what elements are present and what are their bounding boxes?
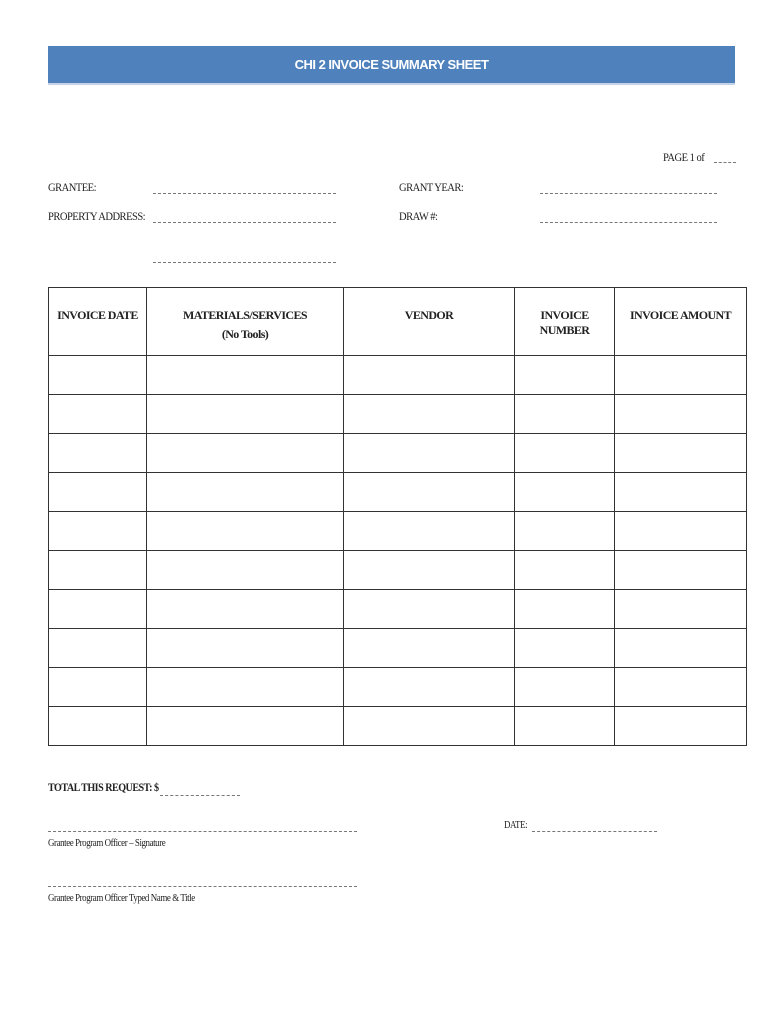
- cell-materials[interactable]: [147, 551, 344, 590]
- cell-vendor[interactable]: [344, 551, 515, 590]
- signature-caption: Grantee Program Officer – Signature: [48, 838, 166, 849]
- property-address-label: PROPERTY ADDRESS:: [48, 209, 146, 223]
- table-row: [49, 395, 747, 434]
- cell-invoice-date[interactable]: [49, 551, 147, 590]
- currency-symbol: $: [153, 782, 159, 794]
- grant-year-label: GRANT YEAR:: [399, 180, 464, 194]
- cell-materials[interactable]: [147, 395, 344, 434]
- cell-invoice-number[interactable]: [515, 434, 615, 473]
- column-subheader-no-tools: (No Tools): [221, 327, 269, 341]
- cell-vendor[interactable]: [344, 707, 515, 746]
- page-indicator: PAGE 1 of: [663, 150, 705, 164]
- typed-name-caption: Grantee Program Officer Typed Name & Title: [48, 893, 195, 904]
- column-header-vendor: VENDOR: [344, 288, 515, 356]
- cell-vendor[interactable]: [344, 395, 515, 434]
- page-total-field[interactable]: [714, 162, 736, 163]
- cell-invoice-date[interactable]: [49, 356, 147, 395]
- grant-year-field[interactable]: [540, 193, 717, 194]
- cell-invoice-number[interactable]: [515, 668, 615, 707]
- cell-materials[interactable]: [147, 629, 344, 668]
- page-title: CHI 2 INVOICE SUMMARY SHEET: [294, 57, 489, 72]
- cell-vendor[interactable]: [344, 629, 515, 668]
- cell-vendor[interactable]: [344, 356, 515, 395]
- total-request-label: TOTAL THIS REQUEST: $: [48, 782, 159, 794]
- date-field[interactable]: [532, 831, 657, 832]
- cell-invoice-number[interactable]: [515, 707, 615, 746]
- cell-vendor[interactable]: [344, 590, 515, 629]
- table-row: [49, 512, 747, 551]
- property-address-field-line2[interactable]: [153, 262, 336, 263]
- table-row: [49, 668, 747, 707]
- cell-invoice-number[interactable]: [515, 473, 615, 512]
- cell-invoice-date[interactable]: [49, 473, 147, 512]
- cell-invoice-amount[interactable]: [615, 707, 747, 746]
- cell-materials[interactable]: [147, 707, 344, 746]
- signature-field[interactable]: [48, 831, 357, 832]
- column-header-materials-services: MATERIALS/SERVICES (No Tools): [147, 288, 344, 356]
- table-row: [49, 629, 747, 668]
- cell-materials[interactable]: [147, 668, 344, 707]
- table-row: [49, 434, 747, 473]
- header-banner: [48, 46, 735, 85]
- draw-number-label: DRAW #:: [399, 209, 438, 223]
- cell-invoice-date[interactable]: [49, 629, 147, 668]
- cell-invoice-number[interactable]: [515, 356, 615, 395]
- cell-invoice-date[interactable]: [49, 512, 147, 551]
- grantee-field[interactable]: [153, 193, 336, 194]
- property-address-field[interactable]: [153, 222, 336, 223]
- cell-invoice-date[interactable]: [49, 434, 147, 473]
- cell-invoice-amount[interactable]: [615, 356, 747, 395]
- cell-materials[interactable]: [147, 512, 344, 551]
- typed-name-field[interactable]: [48, 886, 357, 887]
- cell-invoice-amount[interactable]: [615, 668, 747, 707]
- table-row: [49, 707, 747, 746]
- cell-materials[interactable]: [147, 473, 344, 512]
- cell-materials[interactable]: [147, 434, 344, 473]
- cell-invoice-date[interactable]: [49, 395, 147, 434]
- cell-invoice-amount[interactable]: [615, 551, 747, 590]
- cell-vendor[interactable]: [344, 668, 515, 707]
- cell-invoice-amount[interactable]: [615, 434, 747, 473]
- cell-invoice-amount[interactable]: [615, 512, 747, 551]
- grantee-label: GRANTEE:: [48, 180, 96, 194]
- cell-invoice-date[interactable]: [49, 668, 147, 707]
- cell-invoice-number[interactable]: [515, 629, 615, 668]
- cell-invoice-date[interactable]: [49, 707, 147, 746]
- table-row: [49, 356, 747, 395]
- table-row: [49, 590, 747, 629]
- cell-invoice-number[interactable]: [515, 512, 615, 551]
- table-header-row: [49, 288, 747, 356]
- cell-materials[interactable]: [147, 590, 344, 629]
- column-header-invoice-number: INVOICE NUMBER: [515, 288, 615, 356]
- date-label: DATE:: [504, 820, 528, 831]
- total-request-field[interactable]: [160, 795, 240, 796]
- invoice-table: [48, 287, 747, 746]
- draw-number-field[interactable]: [540, 222, 717, 223]
- column-header-invoice-date: INVOICE DATE: [49, 288, 147, 356]
- cell-invoice-amount[interactable]: [615, 590, 747, 629]
- cell-invoice-number[interactable]: [515, 551, 615, 590]
- cell-invoice-amount[interactable]: [615, 629, 747, 668]
- cell-materials[interactable]: [147, 356, 344, 395]
- cell-invoice-number[interactable]: [515, 590, 615, 629]
- cell-vendor[interactable]: [344, 512, 515, 551]
- cell-invoice-number[interactable]: [515, 395, 615, 434]
- cell-invoice-amount[interactable]: [615, 473, 747, 512]
- cell-invoice-date[interactable]: [49, 590, 147, 629]
- cell-vendor[interactable]: [344, 434, 515, 473]
- table-row: [49, 473, 747, 512]
- cell-vendor[interactable]: [344, 473, 515, 512]
- table-row: [49, 551, 747, 590]
- cell-invoice-amount[interactable]: [615, 395, 747, 434]
- column-header-invoice-amount: INVOICE AMOUNT: [615, 288, 747, 356]
